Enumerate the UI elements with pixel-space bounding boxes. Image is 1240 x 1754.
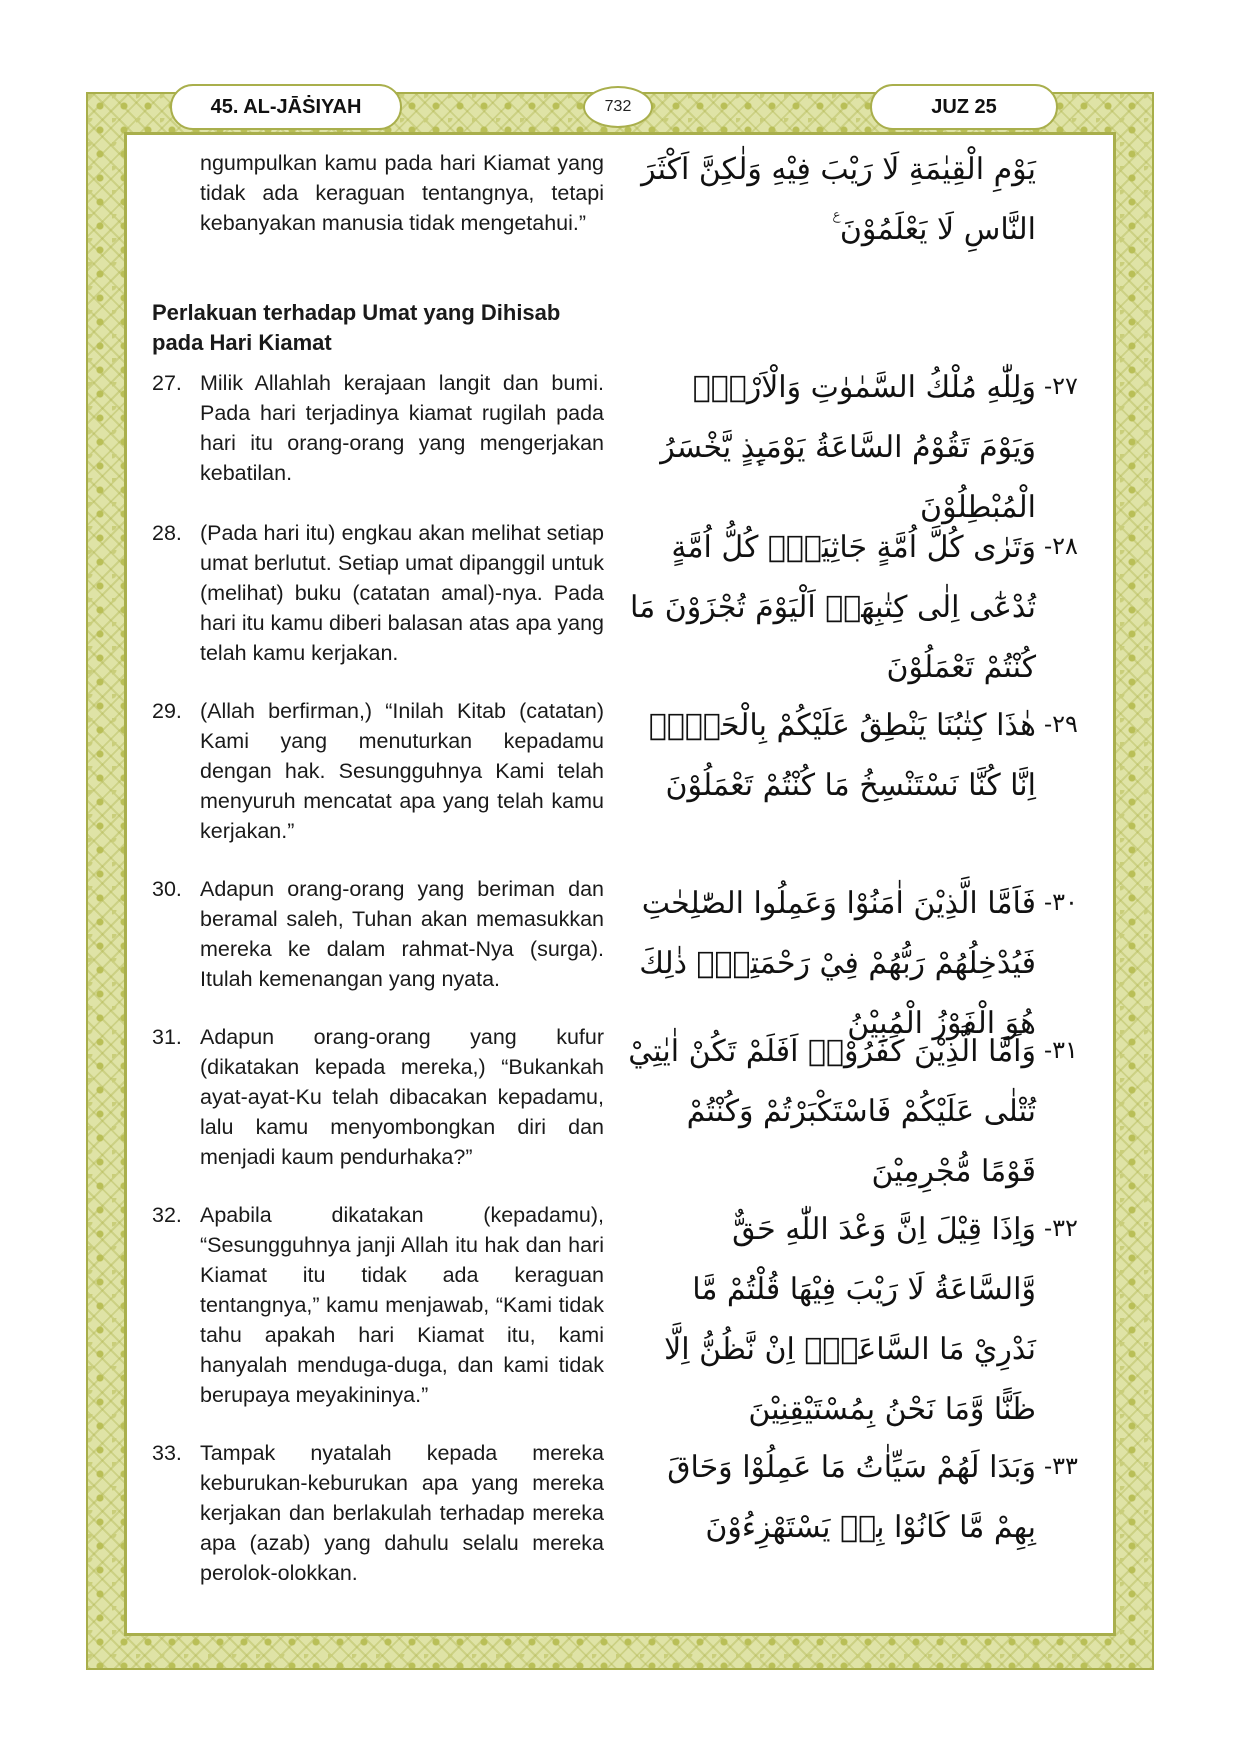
section-heading: Perlakuan terhadap Umat yang Dihisab pada Hari Kiamat	[152, 300, 561, 355]
verse-33-number: 33.	[152, 1441, 182, 1465]
verse-31-translation	[152, 1022, 604, 1172]
verse-32-text: Apabila dikatakan (kepadamu), “Sesungguhnya janji Allah itu hak dan hari Kiamat itu tidak ada keraguan tentangnya,” kamu menjawab, “Kami tidak tahu apakah hari Kiamat itu, kami hanyalah menduga-duga, dan kami tidak berupaya meyakininya.”	[200, 1203, 604, 1407]
verse-28-number: 28.	[152, 521, 182, 545]
verse-29-text: (Allah berfirman,) “Inilah Kitab (catatan) Kami yang menuturkan kepadamu dengan hak. Sesungguhnya Kami telah menyuruh mencatat apa yang telah kamu kerjakan.”	[200, 699, 604, 843]
verse-28-translation	[152, 518, 604, 668]
verse-27-arabic-number: -٢٧	[1044, 372, 1078, 400]
verse-29-arabic-number: -٢٩	[1044, 710, 1078, 738]
verse-31-arabic-number: -٣١	[1044, 1036, 1078, 1064]
verse-32-arabic-number: -٣٢	[1044, 1214, 1078, 1242]
verse-33-arabic-number: -٣٣	[1044, 1452, 1078, 1480]
verse-27-arabic: وَلِلّٰهِ مُلْكُ السَّمٰوٰتِ وَالْاَرْضِۗ وَيَوْمَ تَقُوْمُ السَّاعَةُ يَوْمَىِٕذٍ يَّخْسَرُ الْمُبْطِلُوْنَ	[660, 370, 1036, 525]
verse-33-translation	[152, 1438, 604, 1588]
verse-28-arabic-number: -٢٨	[1044, 532, 1078, 560]
surah-title: 45. AL-JĀṠIYAH	[170, 84, 402, 130]
juz-label: JUZ 25	[870, 84, 1058, 130]
intro-translation: ngumpulkan kamu pada hari Kiamat yang tidak ada keraguan tentangnya, tetapi kebanyakan manusia tidak mengetahui.”	[200, 151, 604, 235]
verse-27-text: Milik Allahlah kerajaan langit dan bumi. Pada hari terjadinya kiamat rugilah pada hari itu orang-orang yang mengerjakan kebatilan.	[200, 371, 604, 485]
verse-29-translation	[152, 696, 604, 846]
page-number: 732	[583, 86, 653, 128]
verse-30-number: 30.	[152, 877, 182, 901]
verse-30-translation	[152, 874, 604, 994]
verse-27-number: 27.	[152, 371, 182, 395]
verse-32-arabic: وَاِذَا قِيْلَ اِنَّ وَعْدَ اللّٰهِ حَقٌّ وَّالسَّاعَةُ لَا رَيْبَ فِيْهَا قُلْتُمْ مَّا نَدْرِيْ مَا السَّاعَةُۙ اِنْ نَّظُنُّ اِلَّا ظَنًّا وَّمَا نَحْنُ بِمُسْتَيْقِنِيْنَ	[664, 1212, 1036, 1427]
verse-30-text: Adapun orang-orang yang beriman dan beramal saleh, Tuhan akan memasukkan mereka ke dalam rahmat-Nya (surga). Itulah kemenangan yang nyata.	[200, 877, 604, 991]
intro-arabic: يَوْمِ الْقِيٰمَةِ لَا رَيْبَ فِيْهِ وَلٰكِنَّ اَكْثَرَ النَّاسِ لَا يَعْلَمُوْنَ ࣖ	[641, 152, 1036, 247]
verse-28-arabic: وَتَرٰى كُلَّ اُمَّةٍ جَاثِيَةًۗ كُلُّ اُمَّةٍ تُدْعٰٓى اِلٰى كِتٰبِهَاۗ اَلْيَوْمَ تُجْزَوْنَ مَا كُنْتُمْ تَعْمَلُوْنَ	[630, 530, 1036, 685]
verse-31-number: 31.	[152, 1025, 182, 1049]
verse-32-number: 32.	[152, 1203, 182, 1227]
verse-29-arabic: هٰذَا كِتٰبُنَا يَنْطِقُ عَلَيْكُمْ بِالْحَقِّۗ اِنَّا كُنَّا نَسْتَنْسِخُ مَا كُنْتُمْ تَعْمَلُوْنَ	[648, 708, 1036, 803]
verse-30-arabic: فَاَمَّا الَّذِيْنَ اٰمَنُوْا وَعَمِلُوا الصّٰلِحٰتِ فَيُدْخِلُهُمْ رَبُّهُمْ فِيْ رَحْمَتِهٖۗ ذٰلِكَ هُوَ الْفَوْزُ الْمُبِيْنُ	[639, 886, 1036, 1041]
verse-33-arabic: وَبَدَا لَهُمْ سَيِّاٰتُ مَا عَمِلُوْا وَحَاقَ بِهِمْ مَّا كَانُوْا بِهٖ يَسْتَهْزِءُوْنَ	[667, 1450, 1036, 1545]
verse-31-arabic: وَاَمَّا الَّذِيْنَ كَفَرُوْاۗ اَفَلَمْ تَكُنْ اٰيٰتِيْ تُتْلٰى عَلَيْكُمْ فَاسْتَكْبَرْتُمْ وَكُنْتُمْ قَوْمًا مُّجْرِمِيْنَ	[628, 1034, 1036, 1189]
verse-29-number: 29.	[152, 699, 182, 723]
verse-30-arabic-number: -٣٠	[1044, 888, 1078, 916]
verse-32-translation	[152, 1200, 604, 1410]
verse-27-translation	[152, 368, 604, 488]
verse-28-text: (Pada hari itu) engkau akan melihat setiap umat berlutut. Setiap umat dipanggil untuk (melihat) buku (catatan amal)-nya. Pada hari itu kamu diberi balasan atas apa yang telah kamu kerjakan.	[200, 521, 604, 665]
verse-31-text: Adapun orang-orang yang kufur (dikatakan kepada mereka,) “Bukankah ayat-ayat-Ku telah dibacakan kepadamu, lalu kamu menyombongkan diri dan menjadi kaum pendurhaka?”	[200, 1025, 604, 1169]
verse-33-text: Tampak nyatalah kepada mereka keburukan-keburukan apa yang mereka kerjakan dan berlakulah terhadap mereka apa (azab) yang dahulu selalu mereka perolok-olokkan.	[200, 1441, 604, 1585]
